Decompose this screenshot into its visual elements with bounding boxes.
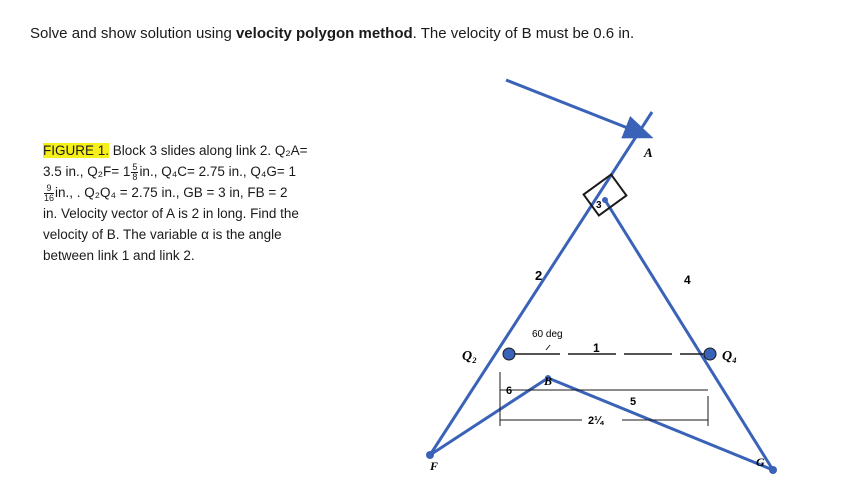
link-4 [605, 200, 773, 470]
label-dimension: 2¼ [588, 415, 604, 427]
label-link-1: 1 [593, 341, 600, 355]
b-marker [546, 345, 550, 350]
instruction-emphasis: velocity polygon method [235, 25, 413, 42]
instruction-prefix: Solve and show solution using [30, 25, 236, 42]
problem-line-2: 3.5 in., Q₂F= 1 $\frac{5}{8}$ in., Q₄C= 2.75 in., Q₄G= 1 [43, 161, 297, 182]
link-2 [430, 112, 652, 455]
label-link-6: 6 [506, 385, 513, 397]
figure-label: FIGURE 1. [43, 143, 110, 158]
label-a: A [644, 145, 653, 160]
label-b: B [544, 374, 553, 388]
q4g-fraction: $\frac{9}{16}$ [44, 182, 55, 203]
label-link-2: 2 [535, 268, 543, 283]
pivot-f [426, 451, 434, 459]
link-5 [548, 378, 773, 470]
label-link-3: 3 [596, 200, 602, 211]
label-link-4: 4 [684, 273, 691, 287]
problem-line-3: $\frac{9}{16}$ in., . Q₂Q₄ = 2.75 in., GB = 3 in, FB = 2 [44, 182, 288, 203]
label-angle: 60 deg [532, 329, 563, 340]
problem-line-6: between link 1 and link 2. [43, 248, 195, 263]
velocity-vector-a [506, 80, 648, 136]
q2f-fraction: $\frac{5}{8}$ [132, 161, 138, 182]
label-link-5: 5 [630, 396, 637, 408]
label-f: F [430, 459, 439, 473]
instruction-suffix: . The velocity of B must be 0.6 in. [412, 25, 635, 42]
label-q4: Q₄ [722, 349, 737, 364]
label-g: G [756, 455, 765, 469]
problem-line-4: in. Velocity vector of A is 2 in long. Find the [43, 206, 299, 221]
pivot-q2 [503, 348, 515, 360]
pivot-g [769, 466, 777, 474]
pivot-q4 [704, 348, 716, 360]
label-q2: Q₂ [462, 349, 477, 364]
problem-line-5: velocity of B. The variable α is the angle [43, 227, 282, 242]
problem-line-1: FIGURE 1. Block 3 slides along link 2. Q₂A= [43, 143, 308, 158]
slider-pin [602, 197, 608, 203]
